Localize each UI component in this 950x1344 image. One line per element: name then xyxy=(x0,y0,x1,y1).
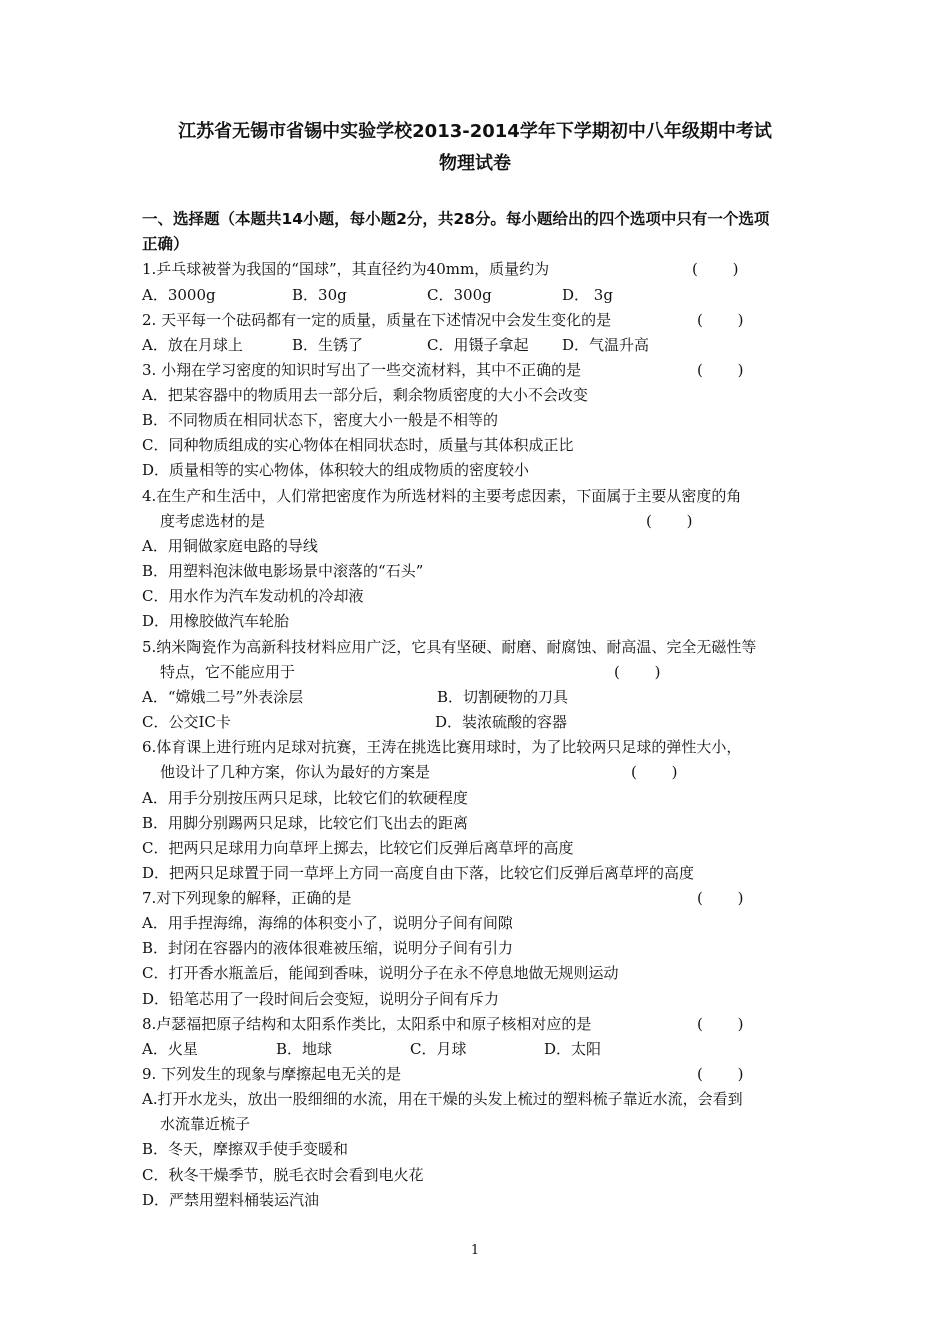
q9-option-a-line1: A.打开水龙头，放出一股细细的水流，用在干燥的头发上梳过的塑料梳子靠近水流，会看到 xyxy=(142,1090,743,1108)
answer-bracket: ( ) xyxy=(631,763,678,781)
question-3-stem: 3. 小翔在学习密度的知识时写出了一些交流材料，其中不正确的是 xyxy=(142,361,582,379)
q2-option-d: D．气温升高 xyxy=(562,336,650,354)
question-8-stem: 8.卢瑟福把原子结构和太阳系作类比，太阳系中和原子核相对应的是 xyxy=(142,1015,592,1033)
answer-bracket: ( ) xyxy=(697,889,744,907)
q5-option-a: A．“嫦娥二号”外表涂层 xyxy=(142,688,304,706)
q4-option-d: D．用橡胶做汽车轮胎 xyxy=(142,612,290,630)
q9-option-b: B．冬天，摩擦双手使手变暖和 xyxy=(142,1140,349,1158)
q3-option-b: B．不同物质在相同状态下，密度大小一般是不相等的 xyxy=(142,411,499,429)
q2-option-c: C．用镊子拿起 xyxy=(427,336,529,354)
q1-option-b: B．30g xyxy=(292,286,347,304)
q5-option-b: B．切割硬物的刀具 xyxy=(437,688,569,706)
q4-option-b: B．用塑料泡沫做电影场景中滚落的“石头” xyxy=(142,562,424,580)
q8-option-a: A．火星 xyxy=(142,1040,198,1058)
q9-option-a-line2: 水流靠近梳子 xyxy=(160,1115,251,1133)
question-4-stem-line2: 度考虑选材的是 xyxy=(160,512,266,530)
answer-bracket: ( ) xyxy=(697,361,744,379)
question-5-stem-line2: 特点，它不能应用于 xyxy=(160,663,296,681)
q2-option-a: A．放在月球上 xyxy=(142,336,243,354)
q3-option-d: D．质量相等的实心物体，体积较大的组成物质的密度较小 xyxy=(142,461,530,479)
exam-title-line2: 物理试卷 xyxy=(439,153,511,174)
question-7-stem: 7.对下列现象的解释，正确的是 xyxy=(142,889,352,907)
q7-option-a: A．用手捏海绵，海绵的体积变小了，说明分子间有间隙 xyxy=(142,914,513,932)
q9-option-c: C．秋冬干燥季节，脱毛衣时会看到电火花 xyxy=(142,1166,424,1184)
question-4-stem-line1: 4.在生产和生活中，人们常把密度作为所选材料的主要考虑因素，下面属于主要从密度的角 xyxy=(142,487,742,505)
q6-option-d: D．把两只足球置于同一草坪上方同一高度自由下落，比较它们反弹后离草坪的高度 xyxy=(142,864,695,882)
q3-option-a: A．把某容器中的物质用去一部分后，剩余物质密度的大小不会改变 xyxy=(142,386,588,404)
question-6-stem-line2: 他设计了几种方案，你认为最好的方案是 xyxy=(160,763,431,781)
section-heading-line1: 一、选择题（本题共14小题，每小题2分，共28分。每小题给出的四个选项中只有一个选项 xyxy=(142,210,770,228)
answer-bracket: ( ) xyxy=(692,260,739,278)
answer-bracket: ( ) xyxy=(646,512,693,530)
exam-title-line1: 江苏省无锡市省锡中实验学校2013-2014学年下学期初中八年级期中考试 xyxy=(178,121,772,142)
q7-option-c: C．打开香水瓶盖后，能闻到香味，说明分子在永不停息地做无规则运动 xyxy=(142,964,619,982)
q6-option-b: B．用脚分别踢两只足球，比较它们飞出去的距离 xyxy=(142,814,469,832)
q6-option-c: C．把两只足球用力向草坪上掷去，比较它们反弹后离草坪的高度 xyxy=(142,839,574,857)
question-1-stem: 1.乒乓球被誉为我国的“国球”，其直径约为40mm，质量约为 xyxy=(142,260,550,278)
q8-option-b: B．地球 xyxy=(276,1040,333,1058)
q2-option-b: B．生锈了 xyxy=(292,336,364,354)
answer-bracket: ( ) xyxy=(697,1015,744,1033)
question-2-stem: 2. 天平每一个砝码都有一定的质量，质量在下述情况中会发生变化的是 xyxy=(142,311,612,329)
question-9-stem: 9. 下列发生的现象与摩擦起电无关的是 xyxy=(142,1065,402,1083)
q5-option-c: C．公交IC卡 xyxy=(142,713,231,731)
q4-option-c: C．用水作为汽车发动机的冷却液 xyxy=(142,587,364,605)
q1-option-a: A．3000g xyxy=(142,286,216,304)
q3-option-c: C．同种物质组成的实心物体在相同状态时，质量与其体积成正比 xyxy=(142,436,574,454)
question-6-stem-line1: 6.体育课上进行班内足球对抗赛，王涛在挑选比赛用球时，为了比较两只足球的弹性大小， xyxy=(142,738,742,756)
q7-option-d: D．铅笔芯用了一段时间后会变短，说明分子间有斥力 xyxy=(142,990,500,1008)
q4-option-a: A．用铜做家庭电路的导线 xyxy=(142,537,318,555)
section-heading-line2: 正确） xyxy=(142,235,189,253)
answer-bracket: ( ) xyxy=(697,1065,744,1083)
q1-option-d: D． 3g xyxy=(562,286,613,304)
q7-option-b: B．封闭在容器内的液体很难被压缩，说明分子间有引力 xyxy=(142,939,514,957)
q5-option-d: D．装浓硫酸的容器 xyxy=(435,713,568,731)
q6-option-a: A．用手分别按压两只足球，比较它们的软硬程度 xyxy=(142,789,468,807)
q8-option-c: C．月球 xyxy=(410,1040,467,1058)
q1-option-c: C．300g xyxy=(427,286,492,304)
q8-option-d: D．太阳 xyxy=(544,1040,602,1058)
q9-option-d: D．严禁用塑料桶装运汽油 xyxy=(142,1191,320,1209)
question-5-stem-line1: 5.纳米陶瓷作为高新科技材料应用广泛，它具有坚硬、耐磨、耐腐蚀、耐高温、完全无磁性等 xyxy=(142,638,757,656)
answer-bracket: ( ) xyxy=(697,311,744,329)
page-number: 1 xyxy=(470,1243,480,1258)
answer-bracket: ( ) xyxy=(614,663,661,681)
